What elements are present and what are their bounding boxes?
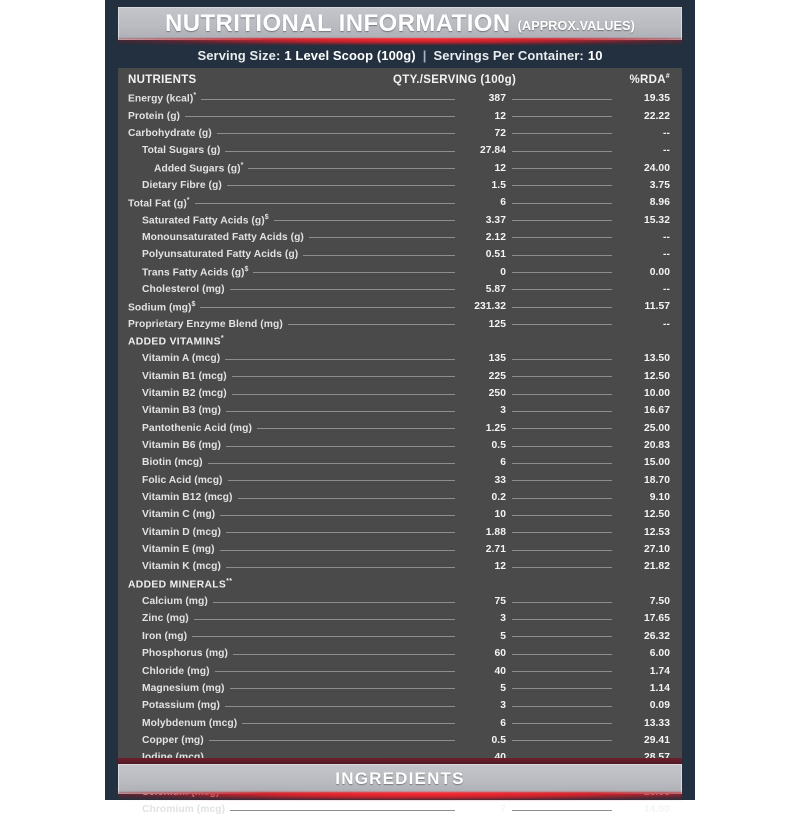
leader-dots: [225, 680, 460, 697]
nutrient-row: [128, 801, 672, 818]
leader-dots: [227, 368, 460, 385]
nutrient-rda-value: 29.41: [643, 734, 670, 746]
ingredients-title: INGREDIENTS: [335, 769, 465, 788]
nutrient-rda-value: 14.00: [643, 804, 670, 816]
nutrient-qty-value: 2.12: [485, 231, 506, 243]
nutritional-information-banner: [118, 7, 682, 40]
leader-dots-secondary: [506, 697, 618, 714]
leader-dots-secondary: [506, 246, 618, 263]
nutrient-name-superscript: **: [226, 578, 233, 586]
nutrient-row: [128, 645, 672, 662]
leader-dots-secondary: [506, 645, 618, 662]
leader-dots-secondary: [506, 628, 618, 645]
leader-dots: [225, 281, 460, 298]
nutrient-qty-value: 12: [494, 561, 506, 573]
nutrient-rda-value: 15.32: [643, 214, 670, 226]
serving-separator: |: [422, 48, 427, 63]
leader-dots: [304, 229, 460, 246]
leader-dots-secondary: [506, 368, 618, 385]
leader-dots: [220, 350, 460, 367]
leader-dots-secondary: [506, 315, 618, 332]
column-header-rda: %RDA#: [629, 73, 670, 86]
nutrient-rda-value: 25.00: [643, 422, 670, 434]
leader-dots: [212, 125, 460, 142]
leader-dots: [283, 315, 460, 332]
leader-dots-secondary: [506, 506, 618, 523]
leader-dots: [222, 177, 460, 194]
nutrient-name: Biotin (mcg): [142, 457, 203, 469]
nutrient-rda-value: 0.00: [649, 266, 670, 278]
nutrient-qty-value: 387: [488, 93, 506, 105]
leader-dots-secondary: [506, 541, 618, 558]
nutrient-qty-value: 3.37: [485, 214, 506, 226]
leader-dots-secondary: [506, 454, 618, 471]
nutrient-qty-value: 0: [500, 266, 506, 278]
nutrient-name-superscript: $: [264, 213, 269, 221]
nutrient-qty-value: 1.25: [485, 422, 506, 434]
nutrient-name: Monounsaturated Fatty Acids (g): [142, 231, 304, 243]
leader-dots: [298, 246, 460, 263]
nutrient-rda-value: --: [663, 283, 670, 295]
nutrient-row: [128, 90, 672, 107]
nutrient-row: [128, 125, 672, 142]
leader-dots: [215, 541, 460, 558]
nutrient-row: [128, 246, 672, 263]
table-body: [128, 90, 672, 818]
leader-dots-secondary: [506, 524, 618, 541]
rda-superscript: #: [665, 73, 670, 80]
leader-dots-secondary: [506, 801, 618, 818]
leader-dots: [223, 472, 460, 489]
nutrient-row: [128, 732, 672, 749]
nutrient-name-superscript: *: [186, 196, 190, 204]
leader-dots: [190, 194, 460, 211]
nutrition-label-panel: [105, 0, 695, 816]
banner-red-accent: [118, 38, 682, 45]
leader-dots: [210, 662, 460, 679]
nutrient-name: Chloride (mg): [142, 665, 210, 677]
leader-dots: [221, 437, 460, 454]
banner-subtitle: (APPROX.VALUES): [517, 18, 635, 33]
servings-per-container-label: Servings Per Container:: [433, 48, 584, 63]
nutrient-rda-value: 12.50: [643, 370, 670, 382]
leader-dots-secondary: [506, 420, 618, 437]
leader-dots-secondary: [506, 90, 618, 107]
nutrient-row: [128, 229, 672, 246]
nutrient-name: Proprietary Enzyme Blend (mg): [128, 318, 283, 330]
leader-dots: [204, 732, 460, 749]
page-title: NUTRITIONAL INFORMATION: [165, 9, 511, 37]
nutrient-rda-value: 15.00: [643, 457, 670, 469]
nutrient-name: Total Sugars (g): [142, 145, 221, 157]
nutrient-qty-value: 5: [500, 630, 506, 642]
leader-dots-secondary: [506, 576, 618, 593]
nutrient-name-superscript: $: [244, 265, 249, 273]
leader-dots: [180, 107, 460, 124]
leader-dots: [232, 576, 460, 593]
nutrient-rda-value: 20.83: [643, 440, 670, 452]
nutrient-qty-value: 6: [500, 717, 506, 729]
nutrient-rda-value: 24.00: [643, 162, 670, 174]
leader-dots-secondary: [506, 472, 618, 489]
leader-dots-secondary: [506, 402, 618, 419]
leader-dots: [220, 142, 460, 159]
nutrient-rda-value: --: [663, 127, 670, 139]
leader-dots-secondary: [506, 680, 618, 697]
nutrient-rda-value: 13.33: [643, 717, 670, 729]
nutrient-row: [128, 489, 672, 506]
nutrient-qty-value: 60: [494, 648, 506, 660]
leader-dots-secondary: [506, 125, 618, 142]
nutrient-row: [128, 472, 672, 489]
nutrient-name: Sodium (mg)$: [128, 300, 196, 313]
nutrient-row: [128, 315, 672, 332]
leader-dots-secondary: [506, 732, 618, 749]
leader-dots: [220, 697, 460, 714]
leader-dots: [228, 645, 460, 662]
leader-dots: [225, 801, 460, 818]
serving-info-row: [118, 45, 682, 66]
nutrient-rda-value: 9.10: [649, 492, 670, 504]
nutrient-name: Vitamin K (mcg): [142, 561, 221, 573]
nutrient-qty-value: 1.88: [485, 526, 506, 538]
nutrient-rda-value: --: [663, 318, 670, 330]
nutrient-row: [128, 662, 672, 679]
nutrient-name: Vitamin C (mg): [142, 509, 216, 521]
nutrient-qty-value: 125: [488, 318, 506, 330]
nutrient-name: Vitamin D (mcg): [142, 526, 221, 538]
leader-dots-secondary: [506, 610, 618, 627]
nutrient-rda-value: 11.57: [644, 301, 670, 313]
nutrient-name: Potassium (mg): [142, 700, 220, 712]
nutrient-name: Molybdenum (mcg): [142, 717, 238, 729]
nutrient-row: [128, 263, 672, 280]
nutrient-name: Vitamin A (mcg): [142, 353, 221, 365]
nutrient-rda-value: 6.00: [649, 648, 670, 660]
leader-dots: [233, 489, 461, 506]
nutrient-name: Total Fat (g)*: [128, 196, 190, 209]
leader-dots-secondary: [506, 107, 618, 124]
nutrient-name: Vitamin B2 (mcg): [142, 388, 227, 400]
nutrient-rda-value: 3.75: [649, 179, 670, 191]
nutrient-row: [128, 454, 672, 471]
leader-dots-secondary: [506, 350, 618, 367]
nutrient-qty-value: 250: [488, 388, 506, 400]
leader-dots-secondary: [506, 489, 618, 506]
leader-dots: [221, 524, 460, 541]
leader-dots: [221, 558, 460, 575]
leader-dots: [248, 263, 460, 280]
nutrient-rda-value: 1.74: [649, 665, 670, 677]
nutrient-row: [128, 177, 672, 194]
leader-dots-secondary: [506, 593, 618, 610]
leader-dots-secondary: [506, 142, 618, 159]
leader-dots-secondary: [506, 385, 618, 402]
nutrient-row: [128, 541, 672, 558]
nutrient-rda-value: 12.50: [643, 509, 670, 521]
nutrient-row: [128, 385, 672, 402]
nutrient-name: Protein (g): [128, 110, 181, 122]
nutrient-rda-value: 27.10: [643, 544, 670, 556]
leader-dots-secondary: [506, 194, 618, 211]
nutrient-row: [128, 524, 672, 541]
nutrient-qty-value: 6: [500, 197, 506, 209]
nutrient-rda-value: 1.14: [649, 682, 670, 694]
nutrient-row: [128, 402, 672, 419]
nutrient-qty-value: 3: [500, 405, 506, 417]
nutrient-rda-value: 21.82: [643, 561, 670, 573]
servings-per-container-value: 10: [587, 48, 603, 63]
nutrient-qty-value: 40: [494, 665, 506, 677]
nutrient-qty-value: 1.5: [491, 179, 506, 191]
nutrient-row: [128, 298, 672, 315]
nutrient-row: [128, 437, 672, 454]
nutrient-row: [128, 697, 672, 714]
leader-dots-secondary: [506, 298, 618, 315]
column-header-qty-per-serving: QTY./SERVING (100g): [393, 73, 517, 86]
nutrient-row: [128, 281, 672, 298]
leader-dots: [252, 420, 460, 437]
nutrient-qty-value: 0.5: [491, 734, 506, 746]
nutrient-row: [128, 593, 672, 610]
nutrient-name: Vitamin E (mg): [142, 544, 215, 556]
nutrient-rda-value: 8.96: [649, 197, 670, 209]
nutrient-rda-value: --: [663, 249, 670, 261]
leader-dots: [203, 454, 460, 471]
nutrient-section-heading: [128, 333, 672, 350]
leader-dots: [196, 90, 460, 107]
nutrient-row: [128, 194, 672, 211]
nutrient-name: Iron (mg): [142, 630, 188, 642]
nutrient-name-superscript: *: [240, 161, 244, 169]
nutrient-name: Copper (mg): [142, 734, 204, 746]
nutrient-row: [128, 159, 672, 176]
ingredients-red-accent: [118, 792, 682, 800]
nutrient-qty-value: 5.87: [485, 283, 506, 295]
nutrient-qty-value: 0.51: [485, 249, 506, 261]
nutrient-rda-value: 10.00: [643, 388, 670, 400]
leader-dots: [269, 211, 460, 228]
nutrient-name: Vitamin B6 (mg): [142, 440, 221, 452]
nutrient-qty-value: 3: [500, 700, 506, 712]
leader-dots: [224, 333, 460, 350]
leader-dots-secondary: [506, 159, 618, 176]
nutrient-name: ADDED VITAMINS*: [128, 335, 224, 348]
nutrient-qty-value: 7: [500, 804, 506, 816]
nutrient-rda-value: 12.53: [643, 526, 670, 538]
nutrient-rda-value: 0.09: [649, 700, 670, 712]
nutrient-rda-value: --: [663, 231, 670, 243]
nutrient-qty-value: 3: [500, 613, 506, 625]
nutrient-row: [128, 211, 672, 228]
leader-dots: [189, 610, 460, 627]
leader-dots: [208, 593, 460, 610]
leader-dots: [221, 402, 460, 419]
nutrient-name: Vitamin B12 (mcg): [142, 492, 233, 504]
leader-dots-secondary: [506, 437, 618, 454]
leader-dots-secondary: [506, 662, 618, 679]
nutrient-row: [128, 107, 672, 124]
nutrient-name: Zinc (mg): [142, 613, 189, 625]
leader-dots-secondary: [506, 177, 618, 194]
ingredients-banner: [118, 764, 682, 794]
leader-dots-secondary: [506, 263, 618, 280]
leader-dots: [195, 298, 460, 315]
table-header-row: [128, 73, 672, 90]
nutrient-name: Dietary Fibre (g): [142, 179, 222, 191]
nutrient-rda-value: 7.50: [649, 596, 670, 608]
serving-size-label: Serving Size:: [197, 48, 281, 63]
nutrient-row: [128, 142, 672, 159]
nutrient-name: Magnesium (mg): [142, 682, 225, 694]
leader-dots-secondary: [506, 714, 618, 731]
nutrient-qty-value: 5: [500, 682, 506, 694]
leader-dots: [237, 714, 460, 731]
nutrient-name: Vitamin B1 (mcg): [142, 370, 227, 382]
nutrient-name: ADDED MINERALS**: [128, 578, 233, 591]
nutrient-row: [128, 506, 672, 523]
nutrient-name: Carbohydrate (g): [128, 127, 212, 139]
nutrient-qty-value: 0.5: [491, 440, 506, 452]
column-header-nutrients: NUTRIENTS: [128, 73, 197, 86]
leader-dots-secondary: [506, 281, 618, 298]
leader-dots-secondary: [506, 211, 618, 228]
nutrient-qty-value: 225: [488, 370, 506, 382]
nutrient-qty-value: 27.84: [479, 145, 506, 157]
nutrient-name: Added Sugars (g)*: [154, 161, 244, 175]
nutrient-name: Cholesterol (mg): [142, 283, 225, 295]
nutrient-row: [128, 368, 672, 385]
nutrient-rda-value: 26.32: [643, 630, 670, 642]
nutrient-qty-value: 135: [488, 353, 506, 365]
nutrient-qty-value: 75: [494, 596, 506, 608]
nutrient-qty-value: 6: [500, 457, 506, 469]
nutrient-name: Calcium (mg): [142, 596, 208, 608]
nutrient-qty-value: 231.32: [474, 301, 506, 313]
nutrient-qty-value: 72: [494, 127, 506, 139]
nutrient-qty-value: 2.71: [485, 544, 506, 556]
nutrient-rda-value: 17.65: [643, 613, 670, 625]
nutrient-qty-value: 12: [494, 110, 506, 122]
nutrient-qty-value: 0.2: [491, 492, 506, 504]
nutrient-name: Folic Acid (mcg): [142, 474, 223, 486]
leader-dots: [215, 506, 460, 523]
nutrient-qty-value: 12: [494, 162, 506, 174]
nutrient-rda-value: 18.70: [643, 474, 670, 486]
nutrient-rda-value: 16.67: [643, 405, 670, 417]
nutrient-row: [128, 350, 672, 367]
leader-dots: [187, 628, 460, 645]
nutrient-row: [128, 420, 672, 437]
nutrient-rda-value: --: [663, 145, 670, 157]
leader-dots-secondary: [506, 558, 618, 575]
nutrient-rda-value: 13.50: [643, 353, 670, 365]
nutrient-row: [128, 628, 672, 645]
nutrient-name: Energy (kcal)*: [128, 92, 197, 105]
nutrient-name: Pantothenic Acid (mg): [142, 422, 252, 434]
nutrient-name: Polyunsaturated Fatty Acids (g): [142, 249, 299, 261]
nutrient-qty-value: 10: [494, 509, 506, 521]
nutrient-row: [128, 558, 672, 575]
serving-size-value: 1 Level Scoop (100g): [284, 48, 416, 63]
nutrient-name-superscript: *: [220, 335, 224, 343]
nutrient-row: [128, 714, 672, 731]
leader-dots: [240, 159, 460, 176]
nutrient-qty-value: 33: [494, 474, 506, 486]
nutrient-name-superscript: *: [193, 92, 197, 100]
nutrient-name: Trans Fatty Acids (g)$: [142, 265, 249, 279]
leader-dots-secondary: [506, 333, 618, 350]
nutrient-name: Saturated Fatty Acids (g)$: [142, 213, 269, 227]
nutrient-name: Phosphorus (mg): [142, 648, 228, 660]
leader-dots-secondary: [506, 229, 618, 246]
nutrient-section-heading: [128, 576, 672, 593]
nutrient-row: [128, 680, 672, 697]
nutrient-name-superscript: $: [191, 300, 196, 308]
nutrient-rda-value: 19.35: [643, 93, 670, 105]
leader-dots: [227, 385, 460, 402]
nutrient-row: [128, 610, 672, 627]
nutrient-name: Chromium (mcg): [142, 804, 226, 816]
nutrient-rda-value: 22.22: [643, 110, 670, 122]
nutrient-name: Vitamin B3 (mg): [142, 405, 221, 417]
